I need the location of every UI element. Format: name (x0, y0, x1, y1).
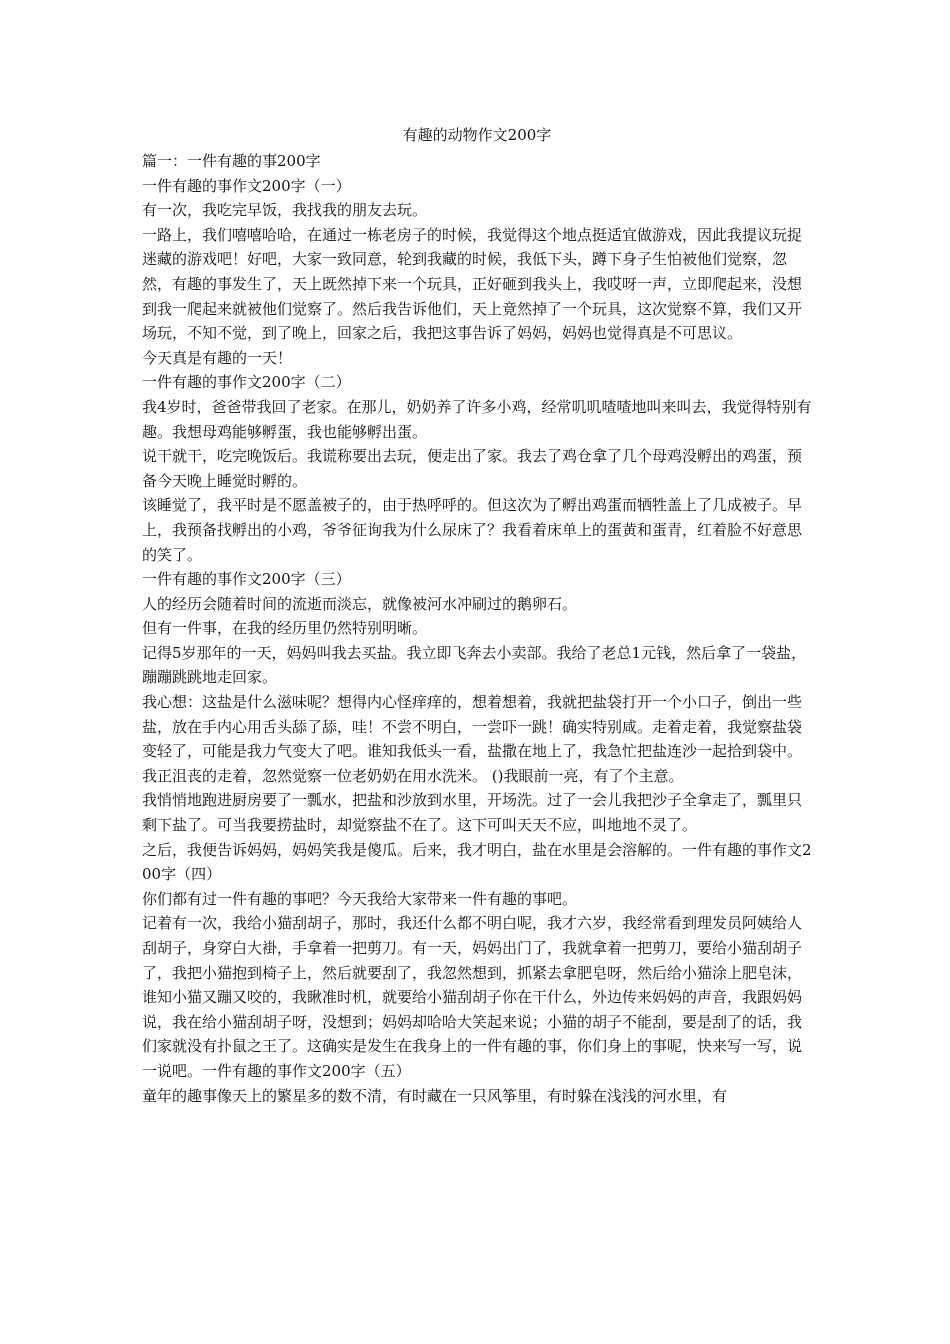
paragraph: 童年的趣事像天上的繁星多的数不清，有时藏在一只风筝里，有时躲在浅浅的河水里，有 (142, 1086, 728, 1105)
paragraph: 但有一件事，在我的经历里仍然特别明晰。 (142, 619, 428, 638)
paragraph: 有一次，我吃完早饭，我找我的朋友去玩。 (142, 201, 428, 220)
paragraph: 你们都有过一件有趣的事吧？今天我给大家带来一件有趣的事吧。 (142, 889, 578, 908)
paragraph: 记着有一次，我给小猫刮胡子，那时，我还什么都不明白呢，我才六岁，我经常看到理发员阿姨给人刮胡子，身穿白大褂，手拿着一把剪刀。有一天，妈妈出门了，我就拿着一把剪刀，要给小猫刮胡子了，我把小猫抱到椅子上，然后就要刮了，我忽然想到，抓紧去拿肥皂呀，然后给小猫涂上肥皂沫，谁知小猫又蹦又咬的，我瞅准时机，就要给小猫刮胡子你在干什么，外边传来妈妈的声音，我跟妈妈说，我在给小猫刮胡子呀，没想到；妈妈却哈哈大笑起来说；小猫的胡子不能刮，要是刮了的话，我们家就没有扑鼠之王了。这确实是发生在我身上的一件有趣的事，你们身上的事呢，快来写一写，说一说吧。一件有趣的事作文200字（五） (142, 914, 803, 1080)
paragraph: 该睡觉了，我平时是不愿盖被子的，由于热呼呼的。但这次为了孵出鸡蛋而牺牲盖上了几成被子。早上，我预备找孵出的小鸡，爷爷征询我为什么尿床了？我看着床单上的蛋黄和蛋青，红着脸不好意思的笑了。 (142, 496, 803, 564)
paragraph: 一路上，我们嘻嘻哈哈，在通过一栋老房子的时候，我觉得这个地点挺适宜做游戏，因此我提议玩捉迷藏的游戏吧！好吧，大家一致同意，轮到我藏的时候，我低下头，蹲下身子生怕被他们觉察，忽然，有趣的事发生了，天上既然掉下来一个玩具，正好砸到我头上，我哎呀一声，立即爬起来，没想到我一爬起来就被他们觉察了。然后我告诉他们，天上竟然掉了一个玩具，这次觉察不算，我们又开场玩，不知不觉，到了晚上，回家之后，我把这事告诉了妈妈，妈妈也觉得真是不可思议。 (142, 225, 803, 343)
paragraph: 一件有趣的事作文200字（一） (142, 176, 351, 195)
paragraph: 篇一：一件有趣的事200字 (142, 152, 321, 170)
paragraph: 记得5岁那年的一天，妈妈叫我去买盐。我立即飞奔去小卖部。我给了老总1元钱，然后拿了一袋盐，蹦蹦跳跳地走回家。 (142, 643, 807, 687)
paragraph: 之后，我便告诉妈妈，妈妈笑我是傻瓜。后来，我才明白，盐在水里是会溶解的。一件有趣的事作文200字（四） (142, 840, 812, 884)
paragraph: 我悄悄地跑进厨房要了一瓢水，把盐和沙放到水里，开场洗。过了一会儿我把沙子全拿走了，瓢里只剩下盐了。可当我要捞盐时，却觉察盐不在了。这下可叫天天不应，叫地地不灵了。 (142, 791, 803, 835)
paragraph: 今天真是有趣的一天！ (142, 348, 293, 367)
paragraph: 一件有趣的事作文200字（三） (142, 570, 351, 589)
paragraph: 说干就干，吃完晚饭后。我谎称要出去玩，便走出了家。我去了鸡仓拿了几个母鸡没孵出的鸡蛋，预备今天晚上睡觉时孵的。 (142, 447, 803, 490)
document-page (142, 123, 812, 1108)
paragraph: 我心想：这盐是什么滋味呢？想得内心怪痒痒的，想着想着，我就把盐袋打开一个小口子，倒出一些盐，放在手内心用舌头舔了舔，哇！不尝不明白，一尝吓一跳！确实特别咸。走着走着，我觉察盐袋变轻了，可能是我力气变大了吧。谁知我低头一看，盐撒在地上了，我急忙把盐连沙一起拾到袋中。我正沮丧的走着，忽然觉察一位老奶奶在用水洗米。 ()我眼前一亮，有了个主意。 (142, 693, 803, 785)
paragraph: 我4岁时，爸爸带我回了老家。在那儿，奶奶养了许多小鸡，经常叽叽喳喳地叫来叫去，我觉得特别有趣。我想母鸡能够孵蛋，我也能够孵出蛋。 (142, 397, 812, 441)
document-title: 有趣的动物作文200字 (402, 126, 552, 144)
paragraph: 一件有趣的事作文200字（二） (142, 373, 351, 392)
paragraph: 人的经历会随着时间的流逝而淡忘，就像被河水冲刷过的鹅卵石。 (142, 594, 578, 613)
